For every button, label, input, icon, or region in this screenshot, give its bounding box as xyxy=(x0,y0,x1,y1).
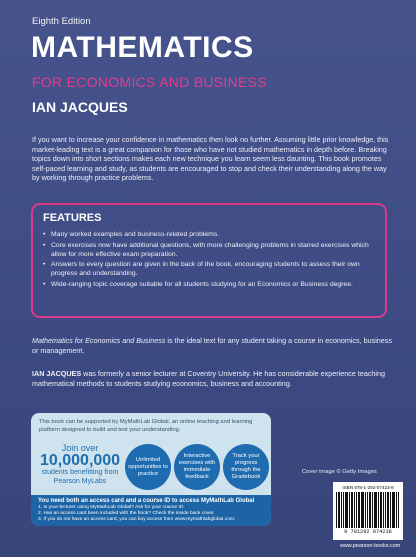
feature-item: • Answers to every question are given in the back of the book, encouraging students to assess their own progress and understanding. xyxy=(43,261,375,279)
intro-paragraph: If you want to increase your confidence in mathematics then look no further. Assuming little prior knowledge, this market-leading text is a great companion for those who have not studied mathematics in depth before. Breaking topics down into short sections makes each new technique you learn seem less daunting. This book promotes self-paced learning and study, as students are encouraged to stop and check their understanding along the way by working through practice problems. xyxy=(32,135,389,183)
badge-label: Interactive exercises with immediate feedback xyxy=(178,453,216,480)
join-description: students benefitting from Pearson MyLabs xyxy=(41,469,119,485)
edition-label: Eighth Edition xyxy=(32,16,91,27)
barcode-number: 9 781292 074238 xyxy=(344,529,392,535)
access-steps-title: You need both an access card and a course ID to access MyMathLab Global xyxy=(38,498,255,504)
mymathlab-intro: This book can be supported by MyMathLab Global, an online teaching and learning platform designed to build and test your understanding. xyxy=(39,419,253,433)
book-blurb xyxy=(32,336,394,355)
author-bio xyxy=(32,369,394,388)
badge-label: Unlimited opportunities to practice xyxy=(128,456,168,477)
barcode-bars xyxy=(336,492,400,528)
blurb-text: is the ideal text for any student taking a course in economics, business or management. xyxy=(32,336,392,355)
access-steps xyxy=(31,495,271,526)
blurb-book-title: Mathematics for Economics and Business xyxy=(32,336,166,345)
access-step: 3. If you do not have an access card, you can buy access from www.mymathlabglobal.com. xyxy=(38,517,236,523)
access-step: 1. Is your lecturer using MyMathLab Global? Ask for your course ID. xyxy=(38,505,185,510)
author-name: IAN JACQUES xyxy=(32,99,128,115)
author-bio-text: was formerly a senior lecturer at Coventry University. He has considerable experience teaching mathematical methods to students studying economics, business and accounting. xyxy=(32,369,385,388)
badge-interactive-exercises xyxy=(174,444,220,490)
feature-item: • Wide-ranging topic coverage suitable for all students studying for an Economics or Business degree. xyxy=(43,281,375,290)
badge-track-progress xyxy=(223,444,269,490)
feature-item: • Core exercises now have additional questions, with more challenging problems in starred exercises which allow for more effective exam preparation. xyxy=(43,242,375,260)
access-step: 2. Has an access card been included with the book? Check the inside back cover. xyxy=(38,511,215,517)
mymathlab-panel xyxy=(31,413,271,526)
student-count: 10,000,000 xyxy=(40,452,121,469)
barcode xyxy=(333,482,403,540)
cover-image-credit: Cover image © Getty Images xyxy=(302,469,377,475)
badge-unlimited-practice xyxy=(125,444,171,490)
book-title: MATHEMATICS xyxy=(31,31,254,64)
features-list xyxy=(43,231,375,290)
badge-label: Track your progress through the Gradebook xyxy=(231,453,261,480)
publisher-website[interactable]: www.pearson-books.com xyxy=(340,543,401,549)
author-bio-name: IAN JACQUES xyxy=(32,369,82,378)
join-promo xyxy=(40,443,120,486)
features-title: FEATURES xyxy=(43,212,102,224)
feature-item: • Many worked examples and business-related problems. xyxy=(43,231,375,240)
features-box xyxy=(31,203,387,318)
join-over-label: Join over xyxy=(61,443,99,453)
isbn: ISBN 978-1-292-07423-8 xyxy=(342,485,394,490)
book-subtitle: FOR ECONOMICS AND BUSINESS xyxy=(32,74,267,90)
